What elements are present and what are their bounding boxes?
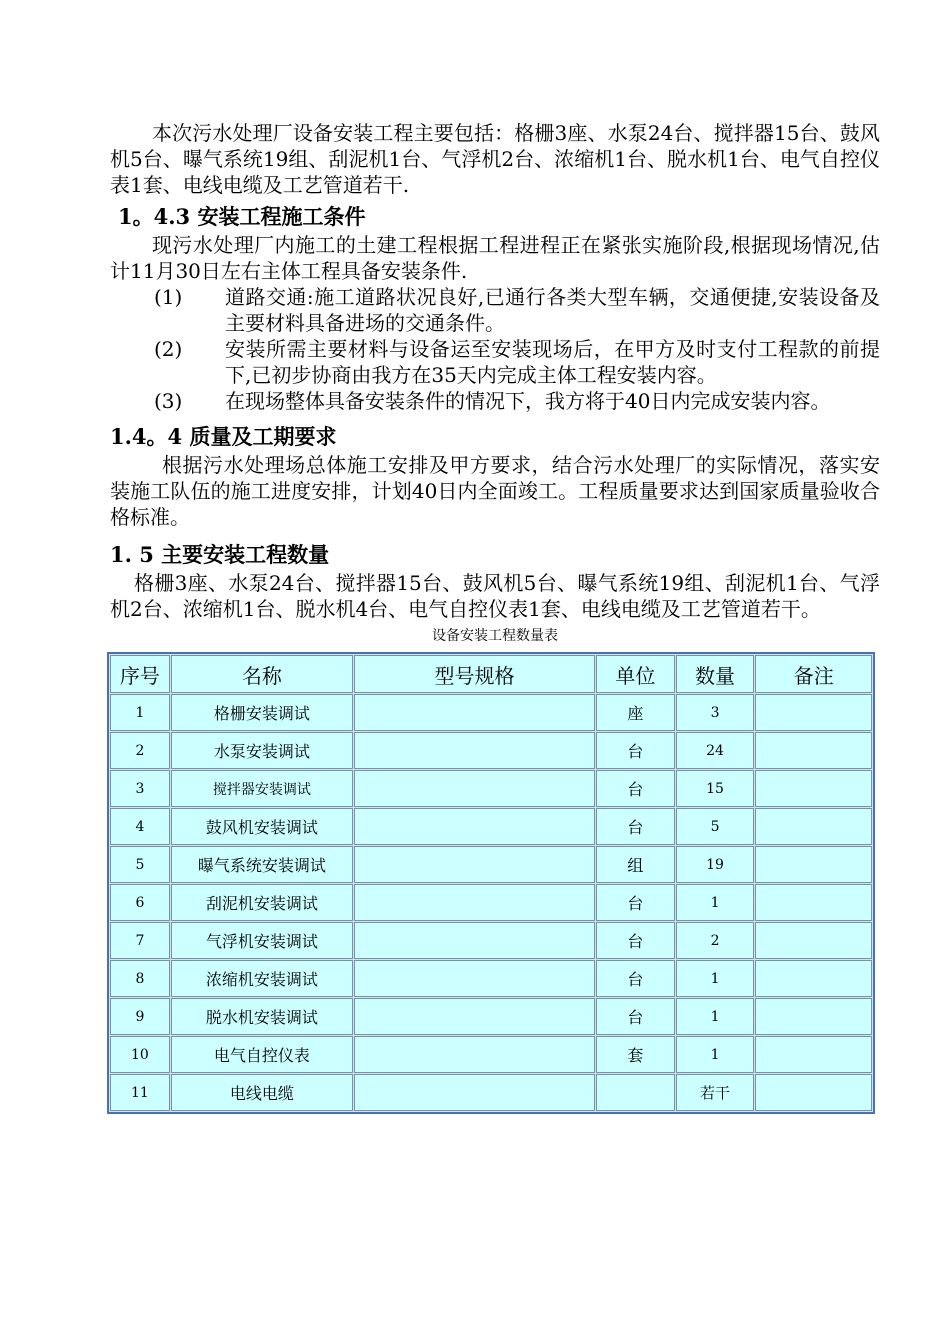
header-cell-note: 备注: [755, 655, 872, 693]
cell-qty: 2: [676, 922, 755, 959]
cell-spec: [354, 1074, 595, 1111]
cell-qty: 5: [676, 808, 755, 845]
list-item-number: (3): [154, 389, 183, 413]
cell-name: 电气自控仪表: [171, 1036, 353, 1073]
cell-unit: 台: [596, 884, 675, 921]
cell-no: 4: [110, 808, 170, 845]
header-cell-qty: 数量: [676, 655, 755, 693]
cell-name: 电线电缆: [171, 1074, 353, 1111]
cell-note: [755, 808, 872, 845]
section-4-4-paragraph: 根据污水处理场总体施工安排及甲方要求，结合污水处理厂的实际情况，落实安装施工队伍的施工进度安排，计划40日内全面竣工。工程质量要求达到国家质量验收合格标准。: [110, 453, 880, 529]
cell-note: [755, 770, 872, 807]
table-row: [110, 846, 872, 883]
table-row: [110, 884, 872, 921]
header-cell-unit: 单位: [596, 655, 675, 693]
cell-note: [755, 922, 872, 959]
cell-no: 8: [110, 960, 170, 997]
cell-unit: 台: [596, 732, 675, 769]
cell-spec: [354, 846, 595, 883]
cell-no: 1: [110, 694, 170, 731]
table-body: [110, 694, 872, 1111]
section-5-paragraph: 格栅3座、水泵24台、搅拌器15台、鼓风机5台、曝气系统19组、刮泥机1台、气浮机2台、浓缩机1台、脱水机4台、电气自控仪表1套、电线电缆及工艺管道若干。: [110, 571, 880, 621]
cell-spec: [354, 960, 595, 997]
table-row: [110, 770, 872, 807]
section-heading-5: 1. 5 主要安装工程数量: [110, 542, 330, 567]
section-heading-4-4: 1.4。4 质量及工期要求: [110, 424, 337, 449]
cell-qty: 24: [676, 732, 755, 769]
cell-spec: [354, 922, 595, 959]
cell-note: [755, 732, 872, 769]
cell-spec: [354, 1036, 595, 1073]
cell-name: 浓缩机安装调试: [171, 960, 353, 997]
table-row: [110, 808, 872, 845]
cell-no: 6: [110, 884, 170, 921]
header-cell-spec: 型号规格: [354, 655, 595, 693]
list-item-number: (2): [154, 337, 183, 361]
table-row: [110, 1074, 872, 1111]
cell-name: 水泵安装调试: [171, 732, 353, 769]
cell-note: [755, 884, 872, 921]
list-item: [110, 284, 880, 336]
cell-note: [755, 1074, 872, 1111]
cell-spec: [354, 884, 595, 921]
cell-note: [755, 960, 872, 997]
table-row: [110, 998, 872, 1035]
table-row: [110, 922, 872, 959]
header-cell-no: 序号: [110, 655, 170, 693]
cell-spec: [354, 694, 595, 731]
cell-spec: [354, 808, 595, 845]
cell-qty: 1: [676, 884, 755, 921]
cell-unit: 座: [596, 694, 675, 731]
table-row: [110, 960, 872, 997]
cell-qty: 19: [676, 846, 755, 883]
section-4-3-paragraph: 现污水处理厂内施工的土建工程根据工程进程正在紧张实施阶段,根据现场情况,估计11月30日左右主体工程具备安装条件.: [110, 233, 880, 283]
cell-spec: [354, 732, 595, 769]
intro-paragraph: 本次污水处理厂设备安装工程主要包括：格栅3座、水泵24台、搅拌器15台、鼓风机5台、曝气系统19组、刮泥机1台、气浮机2台、浓缩机1台、脱水机1台、电气自控仪表1套、电线电缆及工艺管道若干.: [110, 121, 880, 197]
cell-no: 3: [110, 770, 170, 807]
cell-unit: 台: [596, 960, 675, 997]
list-item: [110, 388, 880, 414]
cell-name: 刮泥机安装调试: [171, 884, 353, 921]
cell-name: 格栅安装调试: [171, 694, 353, 731]
header-cell-name: 名称: [171, 655, 353, 693]
cell-no: 11: [110, 1074, 170, 1111]
cell-qty: 1: [676, 998, 755, 1035]
list-item-text: 安装所需主要材料与设备运至安装现场后，在甲方及时支付工程款的前提下,已初步协商由我方在35天内完成主体工程安装内容。: [225, 337, 880, 387]
cell-unit: 套: [596, 1036, 675, 1073]
cell-name: 搅拌器安装调试: [171, 770, 353, 807]
cell-unit: 台: [596, 808, 675, 845]
cell-unit: [596, 1074, 675, 1111]
cell-note: [755, 998, 872, 1035]
cell-qty: 若干: [676, 1074, 755, 1111]
list-item-text: 道路交通:施工道路状况良好,已通行各类大型车辆，交通便捷,安装设备及主要材料具备进场的交通条件。: [225, 285, 880, 335]
cell-no: 7: [110, 922, 170, 959]
cell-spec: [354, 998, 595, 1035]
cell-unit: 组: [596, 846, 675, 883]
section-heading-4-3: 1。4.3 安装工程施工条件: [118, 204, 366, 229]
cell-qty: 3: [676, 694, 755, 731]
table-header-row: [110, 655, 872, 693]
table-row: [110, 732, 872, 769]
cell-note: [755, 846, 872, 883]
cell-unit: 台: [596, 922, 675, 959]
cell-spec: [354, 770, 595, 807]
table-row: [110, 694, 872, 731]
cell-qty: 1: [676, 1036, 755, 1073]
document-page: [110, 120, 880, 1114]
table-caption: 设备安装工程数量表: [432, 628, 558, 644]
cell-name: 曝气系统安装调试: [171, 846, 353, 883]
cell-name: 鼓风机安装调试: [171, 808, 353, 845]
cell-qty: 15: [676, 770, 755, 807]
list-item-number: (1): [154, 285, 183, 309]
equipment-table: [107, 652, 875, 1114]
cell-no: 9: [110, 998, 170, 1035]
cell-no: 10: [110, 1036, 170, 1073]
list-item: [110, 336, 880, 388]
cell-name: 脱水机安装调试: [171, 998, 353, 1035]
list-item-text: 在现场整体具备安装条件的情况下，我方将于40日内完成安装内容。: [225, 389, 831, 413]
cell-unit: 台: [596, 770, 675, 807]
cell-note: [755, 694, 872, 731]
cell-no: 5: [110, 846, 170, 883]
cell-qty: 1: [676, 960, 755, 997]
table-row: [110, 1036, 872, 1073]
cell-unit: 台: [596, 998, 675, 1035]
cell-name: 气浮机安装调试: [171, 922, 353, 959]
cell-no: 2: [110, 732, 170, 769]
conditions-list: [110, 284, 880, 414]
cell-note: [755, 1036, 872, 1073]
